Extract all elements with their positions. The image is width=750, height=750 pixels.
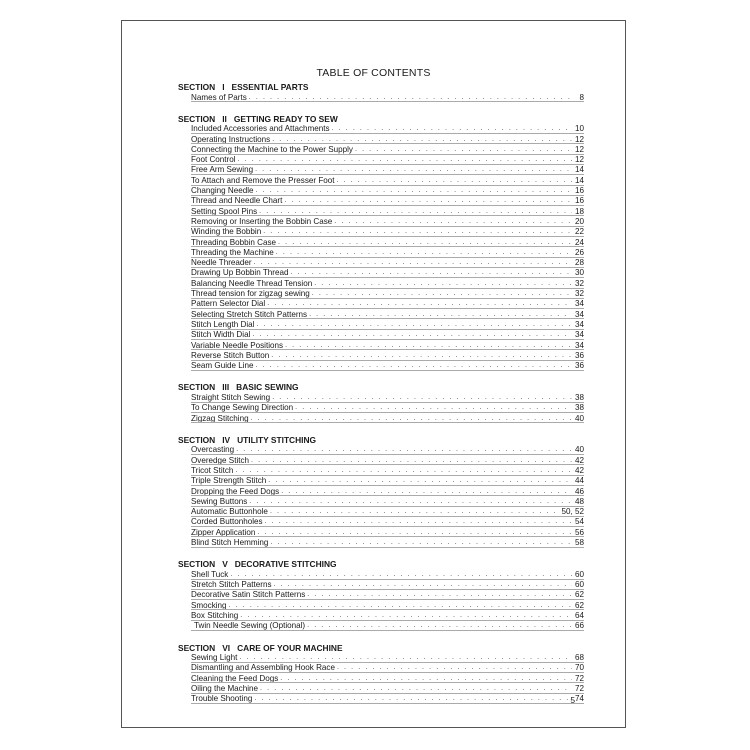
entry-page: 60: [574, 569, 584, 579]
entry-title: Changing Needle: [191, 186, 254, 196]
entry-page: 28: [574, 258, 584, 268]
entry-page: 46: [574, 486, 584, 496]
toc-entry: [178, 155, 584, 165]
toc-entry: [178, 268, 584, 278]
entry-page: 14: [574, 165, 584, 175]
section-heading: SECTION V DECORATIVE STITCHING: [178, 559, 337, 570]
toc-entry: [178, 674, 584, 684]
entry-page: 38: [574, 392, 584, 402]
entry-title: Overedge Stitch: [191, 455, 250, 465]
entry-title: Smocking: [191, 600, 227, 610]
toc-entry: [178, 330, 584, 340]
entry-page: 32: [574, 278, 584, 288]
entry-page: 62: [574, 590, 584, 600]
entry-page: 16: [574, 196, 584, 206]
entry-title: Triple Strength Stitch: [191, 476, 267, 486]
entry-page: 34: [574, 299, 584, 309]
entry-page: 12: [574, 144, 584, 154]
toc-entry: [178, 393, 584, 403]
section-heading: SECTION IV UTILITY STITCHING: [178, 434, 317, 445]
entry-page: 48: [574, 496, 584, 506]
entry-page: 44: [574, 476, 584, 486]
entry-title: Drawing Up Bobbin Thread: [191, 268, 289, 278]
toc-entry: [178, 528, 584, 538]
entry-title: Foot Control: [191, 155, 236, 165]
entry-title: Automatic Buttonhole: [191, 507, 268, 517]
entry-title: Sewing Buttons: [191, 496, 248, 506]
entry-page: 42: [574, 465, 584, 475]
section-heading: SECTION II GETTING READY TO SEW: [178, 113, 338, 124]
entry-title: Balancing Needle Thread Tension: [191, 278, 313, 288]
entry-page: 30: [574, 268, 584, 278]
entry-page: 14: [574, 175, 584, 185]
toc-entry: [178, 611, 584, 621]
entry-page: 72: [574, 673, 584, 683]
toc-entry: [178, 517, 584, 527]
toc-section: [178, 643, 584, 705]
toc-entry: [178, 320, 584, 330]
entry-title: Reverse Stitch Button: [191, 350, 270, 360]
entry-title: Corded Buttonholes: [191, 517, 263, 527]
entry-title: Zigzag Stitching: [191, 413, 249, 423]
toc-entry: [178, 165, 584, 175]
entry-page: 34: [574, 309, 584, 319]
entry-page: 74: [574, 694, 584, 704]
entry-title: Trouble Shooting: [191, 694, 253, 704]
toc-entry: [178, 289, 584, 299]
entry-title: Free Arm Sewing: [191, 165, 254, 175]
toc-entry: [178, 621, 584, 631]
toc-entry: [178, 176, 584, 186]
toc-section: [178, 114, 584, 372]
toc-entry: [178, 186, 584, 196]
entry-title: Names of Parts: [191, 92, 247, 102]
entry-rule: [191, 370, 584, 371]
entry-title: Straight Stitch Sewing: [191, 392, 271, 402]
entry-title: Overcasting: [191, 445, 235, 455]
toc-entry: [178, 299, 584, 309]
toc-entry: [178, 456, 584, 466]
entry-page: 12: [574, 134, 584, 144]
entry-title: Decorative Satin Stitch Patterns: [191, 590, 306, 600]
entry-page: 12: [574, 155, 584, 165]
toc-entry: [178, 580, 584, 590]
entry-page: 18: [574, 206, 584, 216]
entry-title: To Change Sewing Direction: [191, 403, 294, 413]
entry-page: 36: [574, 361, 584, 371]
entry-page: 72: [574, 683, 584, 693]
toc-entry: [178, 653, 584, 663]
entry-page: 54: [574, 517, 584, 527]
toc-entry: [178, 684, 584, 694]
toc-entry: [178, 476, 584, 486]
entry-title: Thread tension for zigzag sewing: [191, 289, 310, 299]
toc-entry: [178, 361, 584, 371]
entry-title: Twin Needle Sewing (Optional): [194, 621, 306, 631]
entry-page: 66: [574, 621, 584, 631]
toc-section: [178, 559, 584, 631]
toc-entry: [178, 590, 584, 600]
entry-title: Blind Stitch Hemming: [191, 537, 269, 547]
entry-title: Selecting Stretch Stitch Patterns: [191, 309, 308, 319]
entry-title: Threading Bobbin Case: [191, 237, 277, 247]
entry-rule: [191, 703, 584, 704]
entry-page: 38: [574, 403, 584, 413]
entry-page: 62: [574, 600, 584, 610]
entry-page: 34: [574, 319, 584, 329]
toc-entry: [178, 570, 584, 580]
entry-title: Connecting the Machine to the Power Supply: [191, 144, 353, 154]
section-heading: SECTION III BASIC SEWING: [178, 382, 299, 393]
toc-entry: [178, 227, 584, 237]
entry-page: 42: [574, 455, 584, 465]
entry-title: Dropping the Feed Dogs: [191, 486, 280, 496]
entry-page: 50, 52: [561, 507, 584, 517]
entry-title: Winding the Bobbin: [191, 227, 262, 237]
toc-entry: [178, 124, 584, 134]
toc-entry: [178, 601, 584, 611]
entry-page: 24: [574, 237, 584, 247]
entry-page: 16: [574, 186, 584, 196]
entry-title: Needle Threader: [191, 258, 252, 268]
entry-page: 20: [574, 216, 584, 226]
entry-title: Cleaning the Feed Dogs: [191, 673, 279, 683]
page-title: TABLE OF CONTENTS: [316, 67, 431, 79]
entry-title: Stretch Stitch Patterns: [191, 580, 272, 590]
toc-entry: [178, 196, 584, 206]
entry-rule: [191, 422, 584, 423]
toc-entry: [178, 217, 584, 227]
section-heading: SECTION I ESSENTIAL PARTS: [178, 82, 309, 92]
toc-entry: [178, 207, 584, 217]
entry-title: Stitch Length Dial: [191, 319, 255, 329]
entry-title: To Attach and Remove the Presser Foot: [191, 175, 335, 185]
entry-title: Thread and Needle Chart: [191, 196, 283, 206]
entry-title: Included Accessories and Attachments: [191, 124, 330, 134]
toc-entry: [178, 135, 584, 145]
toc-entry: [178, 258, 584, 268]
entry-page: 64: [574, 610, 584, 620]
toc-entry: [178, 663, 584, 673]
entry-page: 34: [574, 340, 584, 350]
entry-page: 40: [574, 445, 584, 455]
entry-title: Shell Tuck: [191, 569, 229, 579]
entry-title: Operating Instructions: [191, 134, 271, 144]
toc-entry: [178, 466, 584, 476]
entry-title: Dismantling and Assembling Hook Race: [191, 663, 335, 673]
toc-entry: [178, 351, 584, 361]
entry-title: Tricot Stitch: [191, 465, 234, 475]
toc-entry: [178, 341, 584, 351]
entry-rule: [191, 101, 584, 102]
entry-rule: [191, 547, 584, 548]
entry-page: 26: [574, 247, 584, 257]
entry-page: 8: [579, 92, 584, 102]
toc-entry: [178, 238, 584, 248]
entry-title: Setting Spool Pins: [191, 206, 258, 216]
toc-entry: [178, 414, 584, 424]
entry-page: 40: [574, 413, 584, 423]
entry-title: Box Stitching: [191, 610, 239, 620]
entry-page: 58: [574, 537, 584, 547]
toc-section: [178, 382, 584, 423]
page-number: 5: [570, 695, 575, 705]
toc-entry: [178, 497, 584, 507]
toc-entry: [178, 403, 584, 413]
entry-page: 22: [574, 227, 584, 237]
toc-entry: [178, 93, 584, 103]
entry-title: Seam Guide Line: [191, 361, 254, 371]
toc-entry: [178, 445, 584, 455]
toc-entry: [178, 310, 584, 320]
entry-page: 70: [574, 663, 584, 673]
entry-title: Sewing Light: [191, 653, 238, 663]
toc-entry: [178, 248, 584, 258]
toc-entry: [178, 694, 584, 704]
entry-title: Threading the Machine: [191, 247, 274, 257]
entry-page: 68: [574, 653, 584, 663]
toc-entry: [178, 145, 584, 155]
toc-entry: [178, 487, 584, 497]
entry-page: 10: [574, 124, 584, 134]
toc-entry: [178, 279, 584, 289]
toc-entry: [178, 507, 584, 517]
toc-section: [178, 435, 584, 548]
entry-title: Oiling the Machine: [191, 683, 259, 693]
entry-page: 32: [574, 289, 584, 299]
entry-title: Pattern Selector Dial: [191, 299, 266, 309]
toc-section: [178, 82, 584, 103]
document-page: [121, 20, 626, 728]
entry-title: Stitch Width Dial: [191, 330, 251, 340]
table-of-contents: [178, 82, 584, 705]
entry-page: 60: [574, 580, 584, 590]
entry-rule: [191, 630, 584, 631]
entry-page: 36: [574, 350, 584, 360]
toc-entry: [178, 538, 584, 548]
section-heading: SECTION VI CARE OF YOUR MACHINE: [178, 642, 343, 653]
entry-page: 56: [574, 527, 584, 537]
entry-title: Zipper Application: [191, 527, 256, 537]
entry-page: 34: [574, 330, 584, 340]
entry-title: Variable Needle Positions: [191, 340, 284, 350]
entry-title: Removing or Inserting the Bobbin Case: [191, 216, 333, 226]
